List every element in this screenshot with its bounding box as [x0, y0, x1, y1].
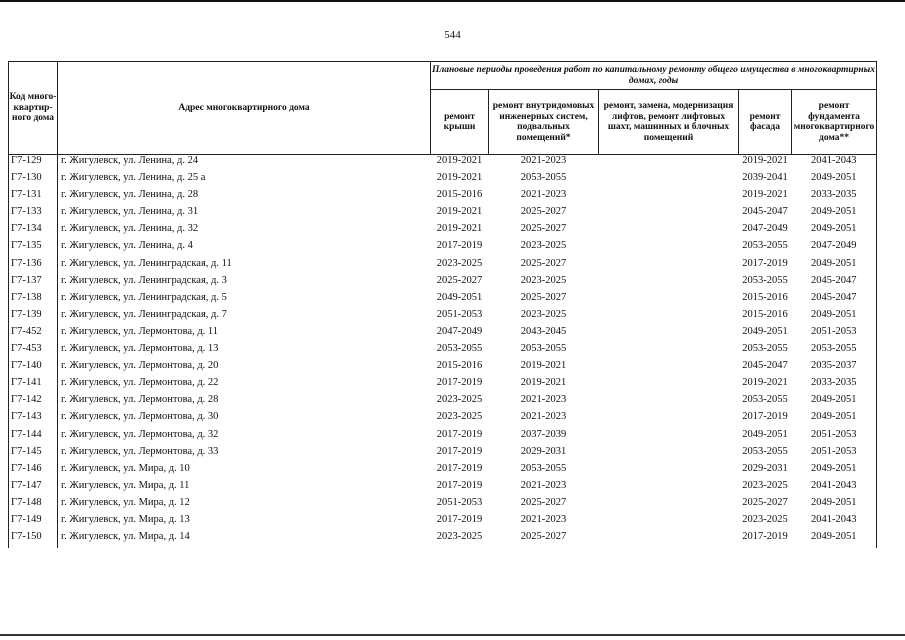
cell-address: г. Жигулевск, ул. Лермонтова, д. 11 — [61, 325, 219, 337]
cell-address: г. Жигулевск, ул. Ленина, д. 24 — [58, 155, 431, 173]
cell-code: Г7-145 — [9, 446, 58, 463]
cell-code: Г7-133 — [9, 206, 58, 223]
cell-address: г. Жигулевск, ул. Ленинградская, д. 3 — [61, 274, 227, 286]
table-body — [9, 155, 877, 549]
cell-lifts — [599, 275, 739, 292]
cell-systems: 2021-2023 — [520, 411, 567, 423]
table-row — [9, 155, 877, 173]
cell-address: г. Жигулевск, ул. Мира, д. 11 — [61, 479, 190, 491]
cell-systems: 2019-2021 — [520, 377, 567, 389]
cell-systems: 2025-2027 — [520, 496, 567, 508]
cell-address: г. Жигулевск, ул. Ленина, д. 25 а — [61, 172, 206, 184]
header-lifts: ремонт, замена, модернизация лифтов, ремонт лифтовых шахт, машинных и блочных помещений — [599, 90, 739, 155]
cell-roof: 2017-2019 — [436, 240, 483, 252]
cell-code: Г7-453 — [9, 343, 58, 360]
table-row — [9, 429, 877, 446]
cell-foundation: 2033-2035 — [792, 189, 877, 206]
cell-code: Г7-146 — [9, 463, 58, 480]
cell-facade: 2019-2021 — [742, 189, 788, 201]
cell-foundation: 2049-2051 — [792, 206, 877, 223]
cell-foundation: 2047-2049 — [792, 240, 877, 257]
cell-facade: 2047-2049 — [742, 223, 788, 235]
table-row — [9, 531, 877, 548]
page-number: 544 — [444, 29, 461, 41]
cell-lifts — [599, 206, 739, 223]
cell-roof: 2017-2019 — [436, 377, 483, 389]
cell-roof: 2015-2016 — [436, 360, 483, 372]
table-row — [9, 326, 877, 343]
cell-foundation: 2049-2051 — [792, 463, 877, 480]
cell-facade: 2015-2016 — [742, 308, 788, 320]
cell-systems: 2023-2025 — [520, 308, 567, 320]
cell-lifts — [599, 429, 739, 446]
cell-lifts — [599, 223, 739, 240]
cell-code: Г7-452 — [9, 326, 58, 343]
table-row — [9, 343, 877, 360]
cell-foundation: 2041-2043 — [792, 514, 877, 531]
cell-systems: 2023-2025 — [520, 274, 567, 286]
cell-lifts — [599, 514, 739, 531]
cell-code: Г7-147 — [9, 480, 58, 497]
cell-systems: 2053-2055 — [520, 343, 567, 355]
cell-roof: 2019-2021 — [436, 206, 483, 218]
cell-roof: 2049-2051 — [436, 291, 483, 303]
table-row — [9, 172, 877, 189]
cell-code: Г7-130 — [9, 172, 58, 189]
cell-systems: 2037-2039 — [520, 428, 567, 440]
header-facade: ремонт фасада — [739, 90, 792, 155]
cell-address: г. Жигулевск, ул. Лермонтова, д. 13 — [61, 343, 219, 355]
cell-code: Г7-144 — [9, 429, 58, 446]
cell-facade: 2045-2047 — [742, 360, 788, 372]
table-row — [9, 394, 877, 411]
cell-systems: 2053-2055 — [520, 172, 567, 184]
cell-code: Г7-140 — [9, 360, 58, 377]
header-period-group: Плановые периоды проведения работ по капитальному ремонту общего имущества в многоквартирных домах, годы — [431, 62, 877, 90]
cell-code: Г7-141 — [9, 377, 58, 394]
cell-code: Г7-131 — [9, 189, 58, 206]
cell-roof: 2023-2025 — [436, 531, 483, 543]
cell-address: г. Жигулевск, ул. Лермонтова, д. 28 — [61, 394, 219, 406]
cell-lifts — [599, 411, 739, 428]
cell-foundation: 2033-2035 — [792, 377, 877, 394]
cell-lifts — [599, 394, 739, 411]
cell-foundation: 2049-2051 — [792, 258, 877, 275]
cell-systems: 2021-2023 — [520, 189, 567, 201]
cell-address: г. Жигулевск, ул. Ленина, д. 28 — [61, 189, 199, 201]
cell-systems: 2029-2031 — [520, 445, 567, 457]
cell-facade: 2023-2025 — [742, 479, 788, 491]
cell-facade: 2017-2019 — [742, 257, 788, 269]
cell-roof: 2023-2025 — [436, 411, 483, 423]
cell-lifts — [599, 343, 739, 360]
cell-systems: 2021-2023 — [520, 394, 567, 406]
cell-foundation: 2049-2051 — [792, 223, 877, 240]
cell-systems: 2053-2055 — [520, 462, 567, 474]
cell-roof: 2023-2025 — [436, 394, 483, 406]
cell-address: г. Жигулевск, ул. Ленина, д. 32 — [61, 223, 199, 235]
cell-address: г. Жигулевск, ул. Ленинградская, д. 5 — [61, 291, 227, 303]
cell-lifts — [599, 172, 739, 189]
bottom-rule — [0, 634, 905, 636]
cell-facade: 2049-2051 — [742, 325, 788, 337]
cell-lifts — [599, 326, 739, 343]
cell-systems: 2025-2027 — [520, 257, 567, 269]
cell-facade: 2025-2027 — [742, 496, 788, 508]
cell-facade: 2053-2055 — [742, 240, 788, 252]
cell-facade: 2023-2025 — [742, 513, 788, 525]
table-row — [9, 360, 877, 377]
cell-foundation: 2049-2051 — [792, 411, 877, 428]
cell-systems: 2025-2027 — [520, 223, 567, 235]
cell-facade: 2019-2021 — [742, 377, 788, 389]
top-rule — [0, 0, 905, 2]
cell-foundation: 2045-2047 — [792, 275, 877, 292]
cell-address: г. Жигулевск, ул. Мира, д. 10 — [61, 462, 190, 474]
cell-code: Г7-139 — [9, 309, 58, 326]
cell-roof: 2017-2019 — [436, 445, 483, 457]
cell-systems: 2025-2027 — [520, 531, 567, 543]
cell-facade: 2029-2031 — [742, 462, 788, 474]
cell-roof: 2015-2016 — [436, 189, 483, 201]
header-roof: ремонт крыши — [431, 90, 489, 155]
cell-roof: 2017-2019 — [436, 479, 483, 491]
cell-address: г. Жигулевск, ул. Ленина, д. 4 — [61, 240, 193, 252]
cell-systems: 2023-2025 — [520, 240, 567, 252]
table-row — [9, 206, 877, 223]
cell-foundation: 2051-2053 — [792, 429, 877, 446]
header-address: Адрес многоквартирного дома — [58, 62, 431, 155]
cell-address: г. Жигулевск, ул. Лермонтова, д. 30 — [61, 411, 219, 423]
cell-address: г. Жигулевск, ул. Мира, д. 13 — [61, 513, 190, 525]
cell-code: Г7-129 — [9, 155, 58, 173]
header-systems: ремонт внутридомовых инженерных систем, подвальных помещений* — [489, 90, 599, 155]
cell-address: г. Жигулевск, ул. Мира, д. 12 — [61, 496, 190, 508]
cell-code: Г7-143 — [9, 411, 58, 428]
cell-foundation: 2051-2053 — [792, 326, 877, 343]
table-row — [9, 309, 877, 326]
cell-roof: 2051-2053 — [436, 308, 483, 320]
cell-systems: 2043-2045 — [520, 325, 567, 337]
table-row — [9, 514, 877, 531]
cell-foundation: 2049-2051 — [792, 172, 877, 189]
cell-roof: 2053-2055 — [436, 343, 483, 355]
cell-code: Г7-136 — [9, 258, 58, 275]
cell-systems: 2019-2021 — [520, 360, 567, 372]
cell-facade: 2049-2051 — [742, 428, 788, 440]
cell-foundation: 2041-2043 — [792, 480, 877, 497]
table-row — [9, 446, 877, 463]
cell-facade: 2053-2055 — [742, 343, 788, 355]
cell-lifts — [599, 360, 739, 377]
cell-code: Г7-135 — [9, 240, 58, 257]
cell-facade: 2015-2016 — [742, 291, 788, 303]
cell-foundation: 2049-2051 — [792, 394, 877, 411]
cell-address: г. Жигулевск, ул. Лермонтова, д. 32 — [61, 428, 219, 440]
cell-roof: 2023-2025 — [436, 257, 483, 269]
cell-roof: 2051-2053 — [436, 496, 483, 508]
cell-lifts — [599, 531, 739, 548]
cell-facade: 2053-2055 — [742, 394, 788, 406]
cell-lifts — [599, 309, 739, 326]
header-foundation: ремонт фундамента многоквартирного дома** — [792, 90, 877, 155]
cell-code: Г7-134 — [9, 223, 58, 240]
table-row — [9, 411, 877, 428]
cell-foundation: 2035-2037 — [792, 360, 877, 377]
cell-lifts — [599, 377, 739, 394]
cell-facade: 2053-2055 — [742, 445, 788, 457]
cell-foundation: 2051-2053 — [792, 446, 877, 463]
cell-address: г. Жигулевск, ул. Лермонтова, д. 33 — [61, 445, 219, 457]
cell-address: г. Жигулевск, ул. Ленинградская, д. 7 — [61, 308, 227, 320]
table-row — [9, 497, 877, 514]
cell-facade: 2017-2019 — [742, 531, 788, 543]
cell-systems: 2021-2023 — [489, 155, 599, 173]
cell-lifts — [599, 155, 739, 173]
cell-code: Г7-142 — [9, 394, 58, 411]
cell-roof: 2017-2019 — [436, 462, 483, 474]
cell-systems: 2021-2023 — [520, 479, 567, 491]
cell-code: Г7-148 — [9, 497, 58, 514]
cell-roof: 2019-2021 — [436, 223, 483, 235]
cell-address: г. Жигулевск, ул. Ленинградская, д. 11 — [61, 257, 232, 269]
table-row — [9, 189, 877, 206]
cell-lifts — [599, 480, 739, 497]
cell-facade: 2019-2021 — [739, 155, 792, 173]
cell-roof: 2017-2019 — [436, 428, 483, 440]
cell-foundation: 2049-2051 — [792, 497, 877, 514]
cell-roof: 2019-2021 — [431, 155, 489, 173]
cell-address: г. Жигулевск, ул. Лермонтова, д. 20 — [61, 360, 219, 372]
cell-lifts — [599, 446, 739, 463]
cell-foundation: 2049-2051 — [792, 531, 877, 548]
table-row — [9, 240, 877, 257]
table-row — [9, 480, 877, 497]
cell-foundation: 2053-2055 — [792, 343, 877, 360]
cell-roof: 2019-2021 — [436, 172, 483, 184]
header-code: Код много-квартир-ного дома — [9, 62, 58, 155]
cell-systems: 2025-2027 — [520, 206, 567, 218]
table-row — [9, 223, 877, 240]
cell-lifts — [599, 497, 739, 514]
cell-code: Г7-137 — [9, 275, 58, 292]
cell-roof: 2025-2027 — [436, 274, 483, 286]
cell-address: г. Жигулевск, ул. Ленина, д. 31 — [61, 206, 199, 218]
cell-facade: 2039-2041 — [742, 172, 788, 184]
cell-roof: 2017-2019 — [436, 513, 483, 525]
cell-facade: 2045-2047 — [742, 206, 788, 218]
cell-foundation: 2045-2047 — [792, 292, 877, 309]
cell-facade: 2053-2055 — [742, 274, 788, 286]
cell-lifts — [599, 258, 739, 275]
cell-code: Г7-150 — [9, 531, 58, 548]
cell-lifts — [599, 292, 739, 309]
table-row — [9, 377, 877, 394]
cell-lifts — [599, 463, 739, 480]
cell-systems: 2021-2023 — [520, 513, 567, 525]
cell-foundation: 2049-2051 — [792, 309, 877, 326]
table-row — [9, 258, 877, 275]
cell-address: г. Жигулевск, ул. Лермонтова, д. 22 — [61, 377, 219, 389]
cell-lifts — [599, 189, 739, 206]
cell-facade: 2017-2019 — [742, 411, 788, 423]
cell-systems: 2025-2027 — [520, 291, 567, 303]
cell-foundation: 2041-2043 — [792, 155, 877, 173]
cell-address: г. Жигулевск, ул. Мира, д. 14 — [61, 531, 190, 543]
cell-roof: 2047-2049 — [436, 325, 483, 337]
table-row — [9, 275, 877, 292]
table-row — [9, 463, 877, 480]
cell-lifts — [599, 240, 739, 257]
cell-code: Г7-149 — [9, 514, 58, 531]
table-row — [9, 292, 877, 309]
repair-schedule-table — [8, 61, 877, 548]
cell-code: Г7-138 — [9, 292, 58, 309]
